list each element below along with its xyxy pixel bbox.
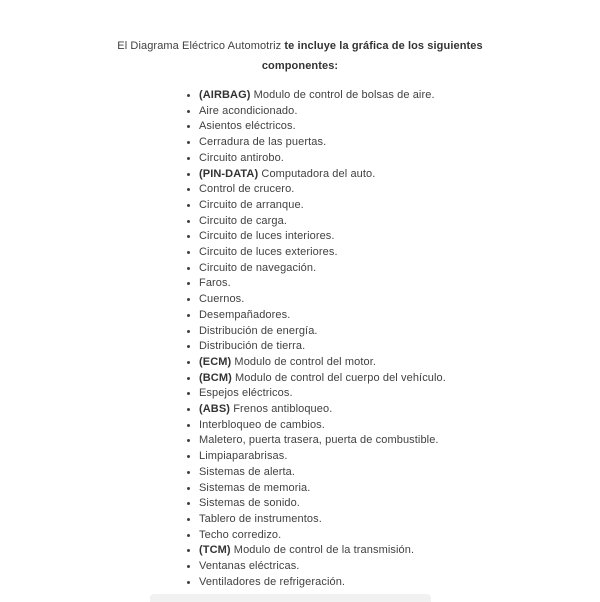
- list-item: [199, 198, 446, 214]
- list-item: [199, 88, 446, 104]
- component-text: Tablero de instrumentos.: [199, 512, 322, 525]
- list-item: [199, 229, 446, 245]
- list-item: [199, 119, 446, 135]
- component-text: Modulo de control del cuerpo del vehículo.: [231, 371, 446, 384]
- list-item: [199, 575, 446, 591]
- component-text: Circuito de arranque.: [199, 198, 304, 211]
- component-text: Espejos eléctricos.: [199, 387, 293, 400]
- list-item: [199, 245, 446, 261]
- list-item: [199, 135, 446, 151]
- title-bold-line2: componentes:: [261, 60, 339, 72]
- component-text: Circuito antirobo.: [199, 151, 284, 164]
- component-text: Circuito de navegación.: [199, 261, 317, 274]
- component-text: Cuernos.: [199, 293, 245, 306]
- component-text: Circuito de carga.: [199, 214, 288, 227]
- component-text: Modulo de control de la transmisión.: [230, 544, 415, 557]
- list-item: [199, 261, 446, 277]
- component-text: Computadora del auto.: [258, 167, 376, 180]
- next-section-edge: [150, 594, 431, 602]
- list-item: [199, 386, 446, 402]
- title-regular: El Diagrama Eléctrico Automotriz: [117, 40, 282, 52]
- component-prefix: (ECM): [199, 355, 232, 368]
- component-text: Sistemas de sonido.: [199, 497, 300, 510]
- component-text: Sistemas de alerta.: [199, 465, 296, 478]
- list-item: [199, 355, 446, 371]
- component-text: Interbloqueo de cambios.: [199, 418, 325, 431]
- component-prefix: (TCM): [199, 544, 231, 557]
- component-text: Ventanas eléctricas.: [199, 560, 300, 573]
- component-text: Techo corredizo.: [199, 528, 282, 541]
- component-prefix: (ABS): [199, 403, 231, 416]
- page-title: [0, 36, 600, 76]
- component-text: Frenos antibloqueo.: [230, 403, 333, 416]
- component-text: Distribución de energía.: [199, 324, 318, 337]
- list-item: [199, 371, 446, 387]
- component-prefix: (PIN-DATA): [199, 167, 259, 180]
- list-item: [199, 449, 446, 465]
- list-item: [199, 528, 446, 544]
- title-bold-line1: te incluye la gráfica de los siguientes: [284, 40, 483, 52]
- list-item: [199, 418, 446, 434]
- component-text: Cerradura de las puertas.: [199, 136, 327, 149]
- component-prefix: (AIRBAG): [199, 89, 251, 101]
- list-item: [199, 433, 446, 449]
- list-item: [199, 182, 446, 198]
- component-text: Asientos eléctricos.: [199, 120, 296, 133]
- component-text: Modulo de control del motor.: [231, 355, 377, 368]
- list-item: [199, 292, 446, 308]
- list-item: [199, 339, 446, 355]
- component-text: Distribución de tierra.: [199, 340, 306, 353]
- list-item: [199, 465, 446, 481]
- list-item: [199, 324, 446, 340]
- list-item: [199, 104, 446, 120]
- component-text: Control de crucero.: [199, 183, 295, 196]
- list-item: [199, 559, 446, 575]
- list-item: [199, 214, 446, 230]
- component-text: Circuito de luces interiores.: [199, 230, 335, 243]
- components-list: [183, 88, 446, 591]
- component-text: Faros.: [199, 277, 231, 290]
- list-item: [199, 308, 446, 324]
- list-item: [199, 276, 446, 292]
- component-text: Ventiladores de refrigeración.: [199, 575, 346, 588]
- component-text: Desempañadores.: [199, 308, 291, 321]
- component-text: Sistemas de memoria.: [199, 481, 311, 494]
- list-item: [199, 512, 446, 528]
- list-item: [199, 481, 446, 497]
- component-text: Modulo de control de bolsas de aire.: [250, 89, 435, 101]
- list-item: [199, 543, 446, 559]
- component-text: Limpiaparabrisas.: [199, 450, 288, 463]
- component-text: Maletero, puerta trasera, puerta de combustible.: [199, 434, 439, 447]
- list-item: [199, 496, 446, 512]
- component-prefix: (BCM): [199, 371, 232, 384]
- list-item: [199, 167, 446, 183]
- component-text: Aire acondicionado.: [199, 104, 298, 117]
- component-text: Circuito de luces exteriores.: [199, 246, 338, 259]
- list-item: [199, 402, 446, 418]
- list-item: [199, 151, 446, 167]
